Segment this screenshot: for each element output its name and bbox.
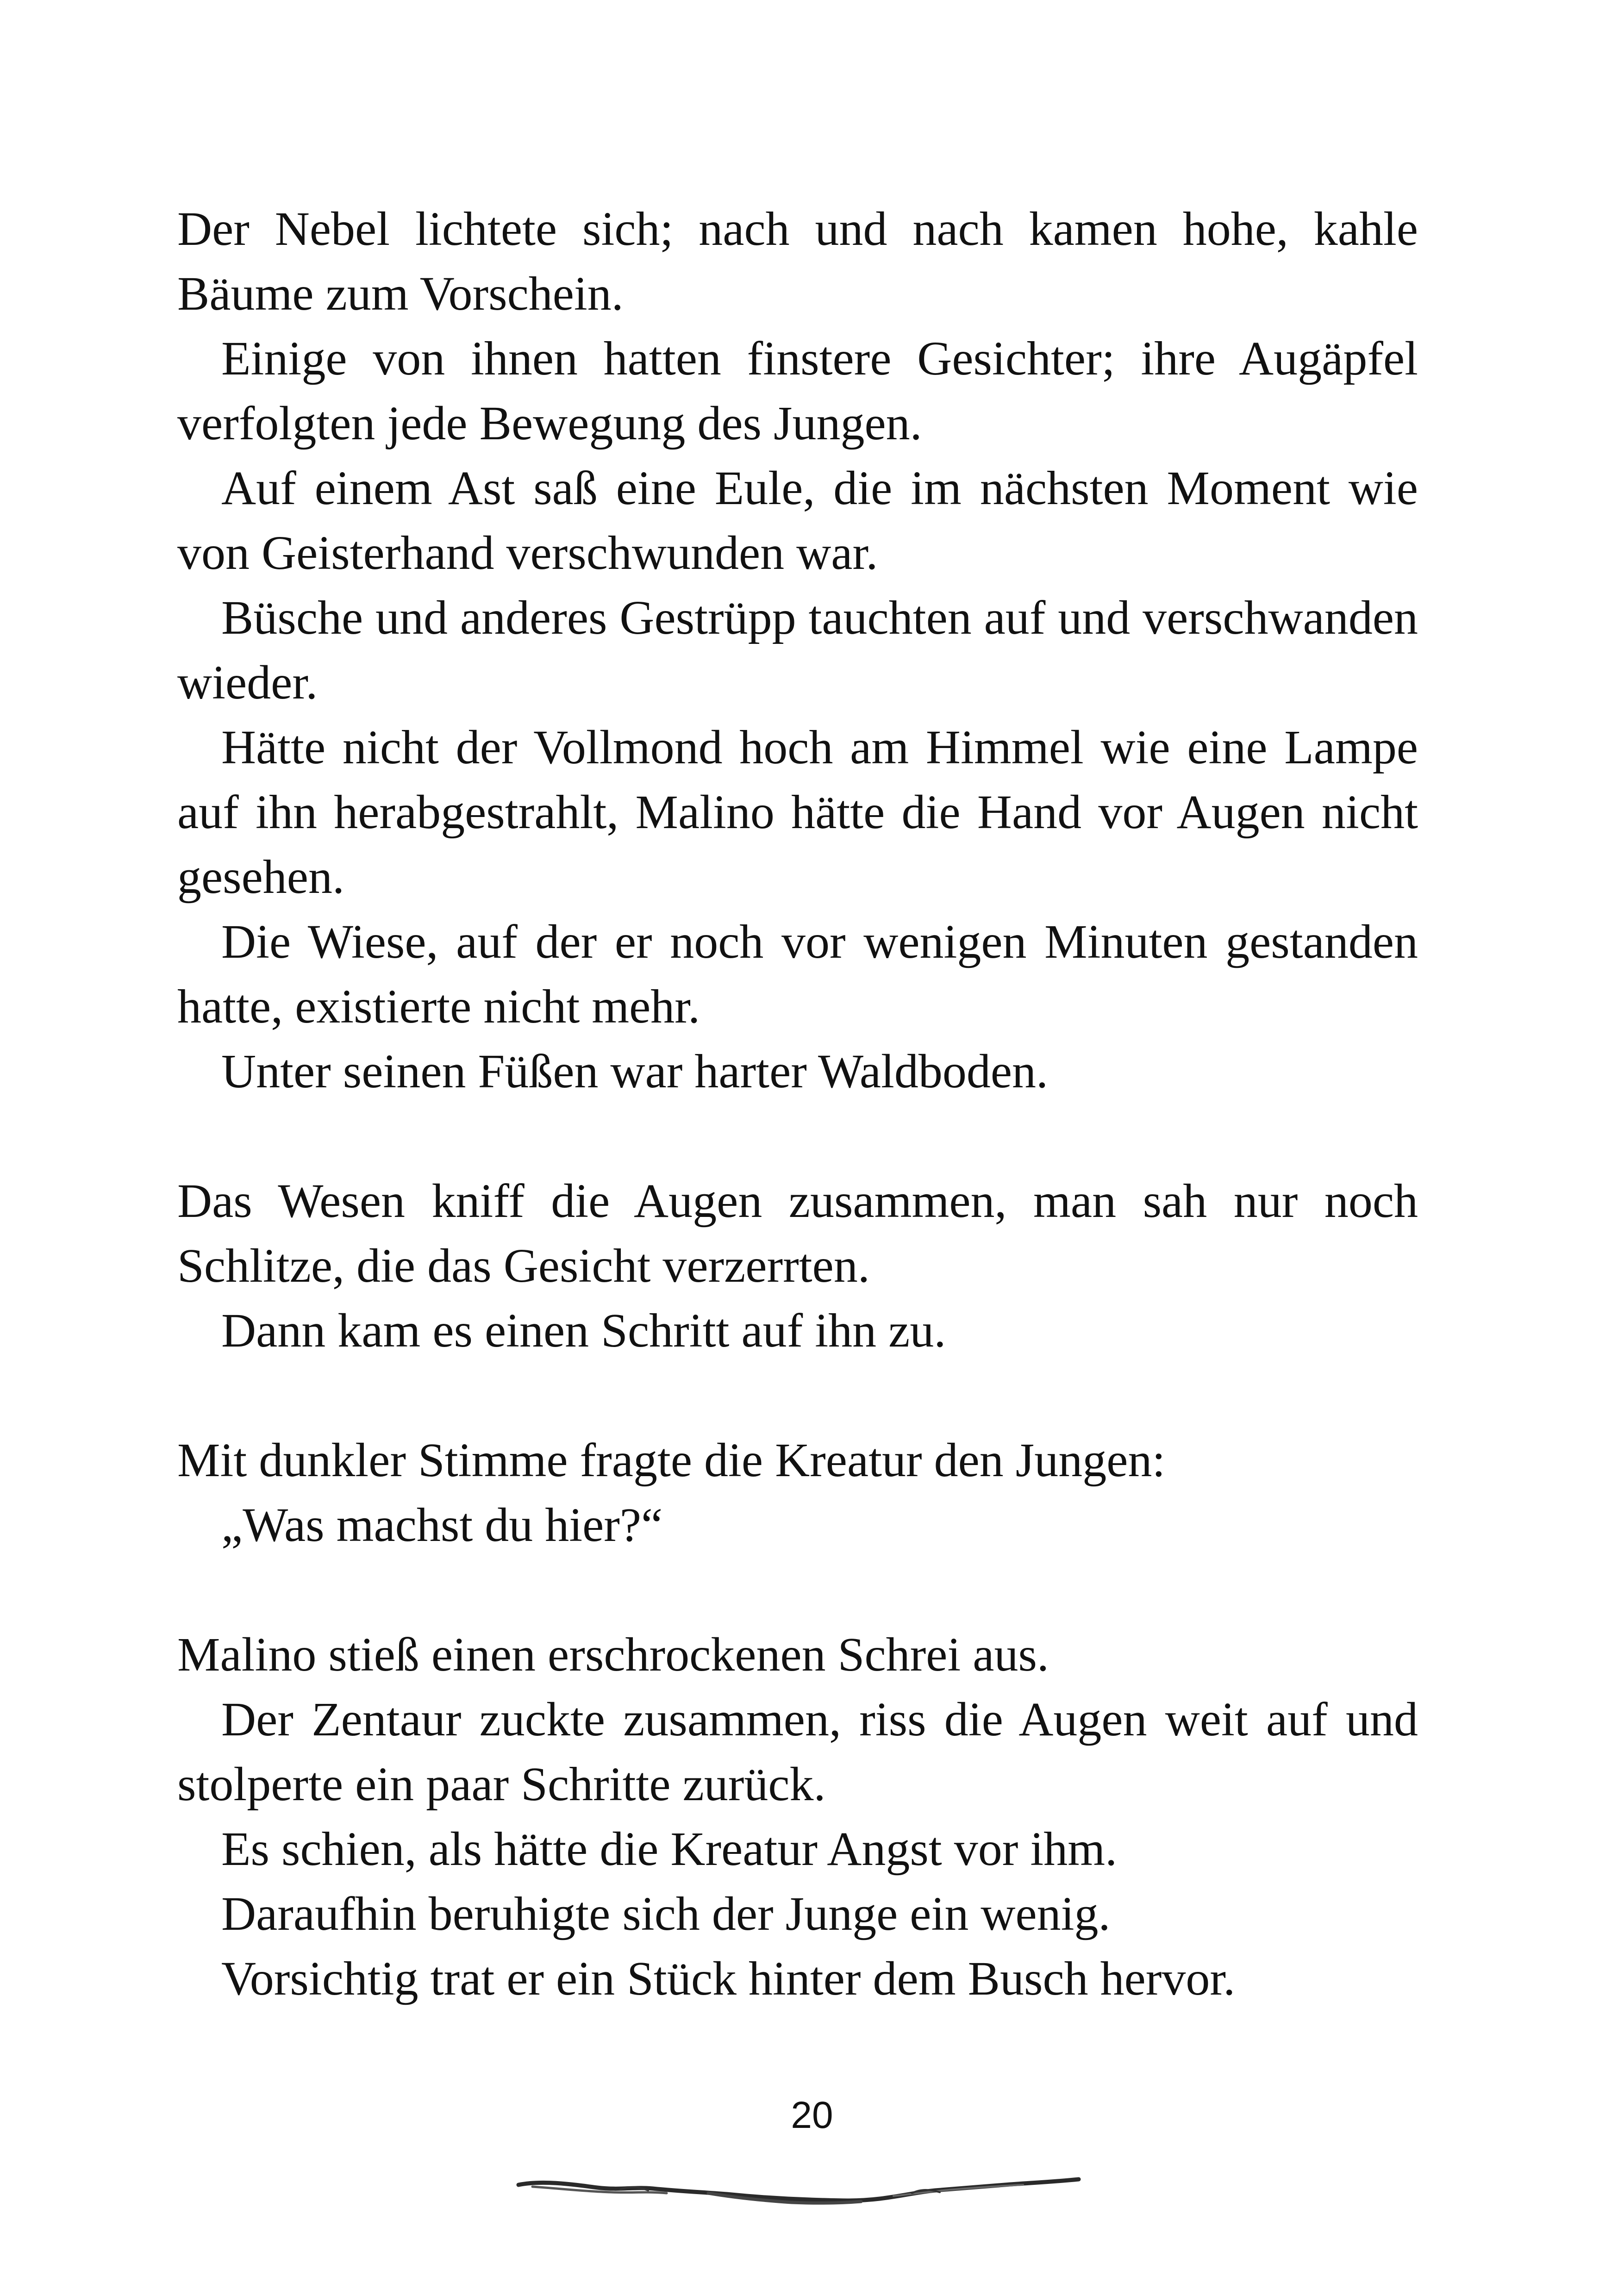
paragraph-frage: „Was machst du hier?“ (221, 1498, 663, 1552)
paragraph-schrei: Malino stieß einen erschrockenen Schrei aus. (177, 1628, 1049, 1681)
page-number: 20 (791, 2094, 833, 2136)
paragraph-zentaur: Der Zentaur zuckte zusammen, riss die Augen weit auf und stolperte ein paar Schritte zurück. (177, 1693, 1418, 1811)
paragraph-eule: Auf einem Ast saß eine Eule, die im nächsten Moment wie von Geisterhand verschwunden war. (177, 461, 1418, 580)
paragraph-buesche: Büsche und anderes Gestrüpp tauchten auf und verschwanden wieder. (177, 591, 1418, 709)
paragraph-gesichter: Einige von ihnen hatten finstere Gesichter; ihre Augäpfel verfolgten jede Bewegung des Jungen. (177, 332, 1418, 450)
paragraph-stimme: Mit dunkler Stimme fragte die Kreatur den Jungen: (177, 1434, 1166, 1487)
paragraph-angst: Es schien, als hätte die Kreatur Angst vor ihm. (221, 1822, 1118, 1876)
paragraph-beruhigt: Daraufhin beruhigte sich der Junge ein wenig. (221, 1887, 1111, 1940)
paragraph-busch: Vorsichtig trat er ein Stück hinter dem Busch hervor. (221, 1952, 1236, 2005)
paragraph-wiese: Die Wiese, auf der er noch vor wenigen Minuten gestanden hatte, existierte nicht mehr. (177, 915, 1418, 1033)
brush-stroke-divider-icon (514, 2166, 1083, 2217)
paragraph-nebel: Der Nebel lichtete sich; nach und nach kamen hohe, kahle Bäume zum Vorschein. (177, 202, 1418, 320)
paragraph-vollmond: Hätte nicht der Vollmond hoch am Himmel wie eine Lampe auf ihn herabgestrahlt, Malino hätte die Hand vor Augen nicht gesehen. (177, 721, 1418, 904)
paragraph-wesen: Das Wesen kniff die Augen zusammen, man sah nur noch Schlitze, die das Gesicht verzerrten. (177, 1174, 1418, 1292)
paragraph-waldboden: Unter seinen Füßen war harter Waldboden. (221, 1045, 1049, 1098)
paragraph-schritt: Dann kam es einen Schritt auf ihn zu. (221, 1304, 946, 1357)
body-text (177, 197, 1418, 2011)
